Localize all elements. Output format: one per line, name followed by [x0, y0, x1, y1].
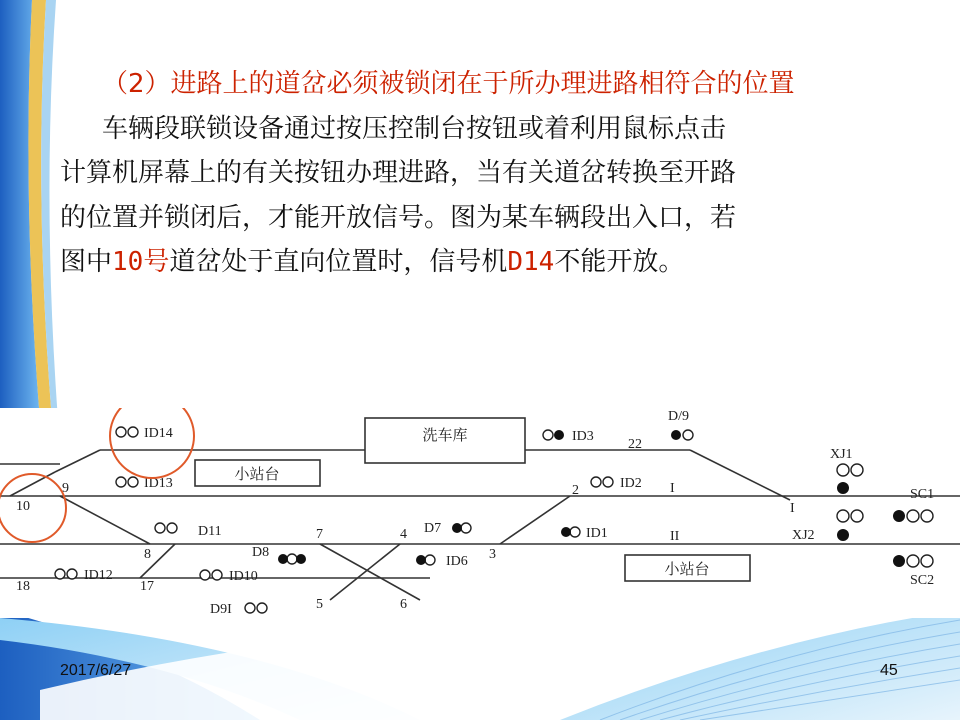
paragraph-line-1: [60, 107, 910, 152]
label-d3: ID3: [572, 429, 594, 444]
signal-d10-head: [200, 570, 210, 580]
paragraph-line-1-text: 车辆段联锁设备通过按压控制台按钮或着利用鼠标点击: [102, 113, 727, 144]
switch-9: 9: [62, 481, 69, 496]
signal-d14-head: [116, 427, 126, 437]
track-layout-diagram: [0, 408, 960, 618]
signal-d7-head: [461, 523, 471, 533]
signal-d2-head: [591, 477, 601, 487]
signal-sc2-head: [907, 555, 919, 567]
signal-d14-highlight: D14: [507, 247, 555, 277]
label-d6: ID6: [446, 554, 468, 569]
signal-d11-head: [155, 523, 165, 533]
track-label-i-right: I: [790, 501, 795, 516]
label-d7: D7: [424, 521, 442, 536]
label-d19: D/9: [668, 409, 689, 424]
slide-text-block: [60, 62, 910, 285]
signal-d1-head: [570, 527, 580, 537]
switch-2: 2: [572, 483, 579, 498]
label-sc2: SC2: [910, 573, 935, 588]
label-xj1: XJ1: [830, 447, 853, 462]
paragraph-line-4-b: 道岔处于直向位置时，信号机: [169, 247, 508, 277]
label-d12: ID12: [84, 568, 113, 583]
signal-xj2-head: [837, 510, 849, 522]
switch-3: 3: [489, 547, 496, 562]
wash-depot-label: 洗车库: [422, 428, 468, 444]
platform-label-2: 小站台: [664, 562, 710, 578]
signal-d8-head: [287, 554, 297, 564]
switch-17: 17: [140, 579, 154, 594]
label-d8: D8: [252, 545, 270, 560]
label-d14: ID14: [144, 426, 173, 441]
switch-4: 4: [400, 527, 407, 542]
label-xj2: XJ2: [792, 528, 815, 543]
label-d13: ID13: [144, 476, 173, 491]
paragraph-line-3: 的位置并锁闭后，才能开放信号。图为某车辆段出入口，若: [60, 202, 737, 233]
switch-22: 22: [628, 437, 642, 452]
switch-18: 18: [16, 579, 30, 594]
page-number: 45: [880, 662, 898, 679]
label-d2: ID2: [620, 476, 642, 491]
paragraph-line-2: 计算机屏幕上的有关按钮办理进路，当有关道岔转换至开路: [60, 158, 737, 188]
signal-d6-head: [425, 555, 435, 565]
paragraph-line-4-c: 不能开放。: [554, 247, 685, 277]
heading-text: （2）进路上的道岔必须被锁闭在于所办理进路相符合的位置: [102, 69, 795, 99]
paragraph-line-4: [60, 240, 910, 285]
paragraph-line-4-a: 图中: [60, 247, 113, 277]
slide-heading: [60, 62, 910, 107]
switch-10: 10: [16, 499, 30, 514]
signal-sc1-head: [907, 510, 919, 522]
signal-d3-head: [543, 430, 553, 440]
label-d10: ID10: [229, 569, 258, 584]
switch-5: 5: [316, 597, 323, 612]
signal-xj1-head: [837, 464, 849, 476]
label-sc1: SC1: [910, 487, 935, 502]
label-d1: ID1: [586, 526, 608, 541]
switch-8: 8: [144, 547, 151, 562]
slide-date: 2017/6/27: [60, 662, 132, 679]
signal-d19-head: [683, 430, 693, 440]
signal-d12-head: [55, 569, 65, 579]
platform-label-1: 小站台: [234, 467, 280, 483]
signal-d13-head: [116, 477, 126, 487]
switch-7: 7: [316, 527, 323, 542]
signal-d9-head: [245, 603, 255, 613]
switch-6: 6: [400, 597, 407, 612]
label-d11: D11: [198, 524, 222, 539]
label-d9: D9I: [210, 602, 232, 617]
track-label-i-left: I: [670, 481, 675, 496]
track-label-ii: II: [670, 529, 680, 544]
switch-10-highlight: 10号: [112, 247, 170, 277]
